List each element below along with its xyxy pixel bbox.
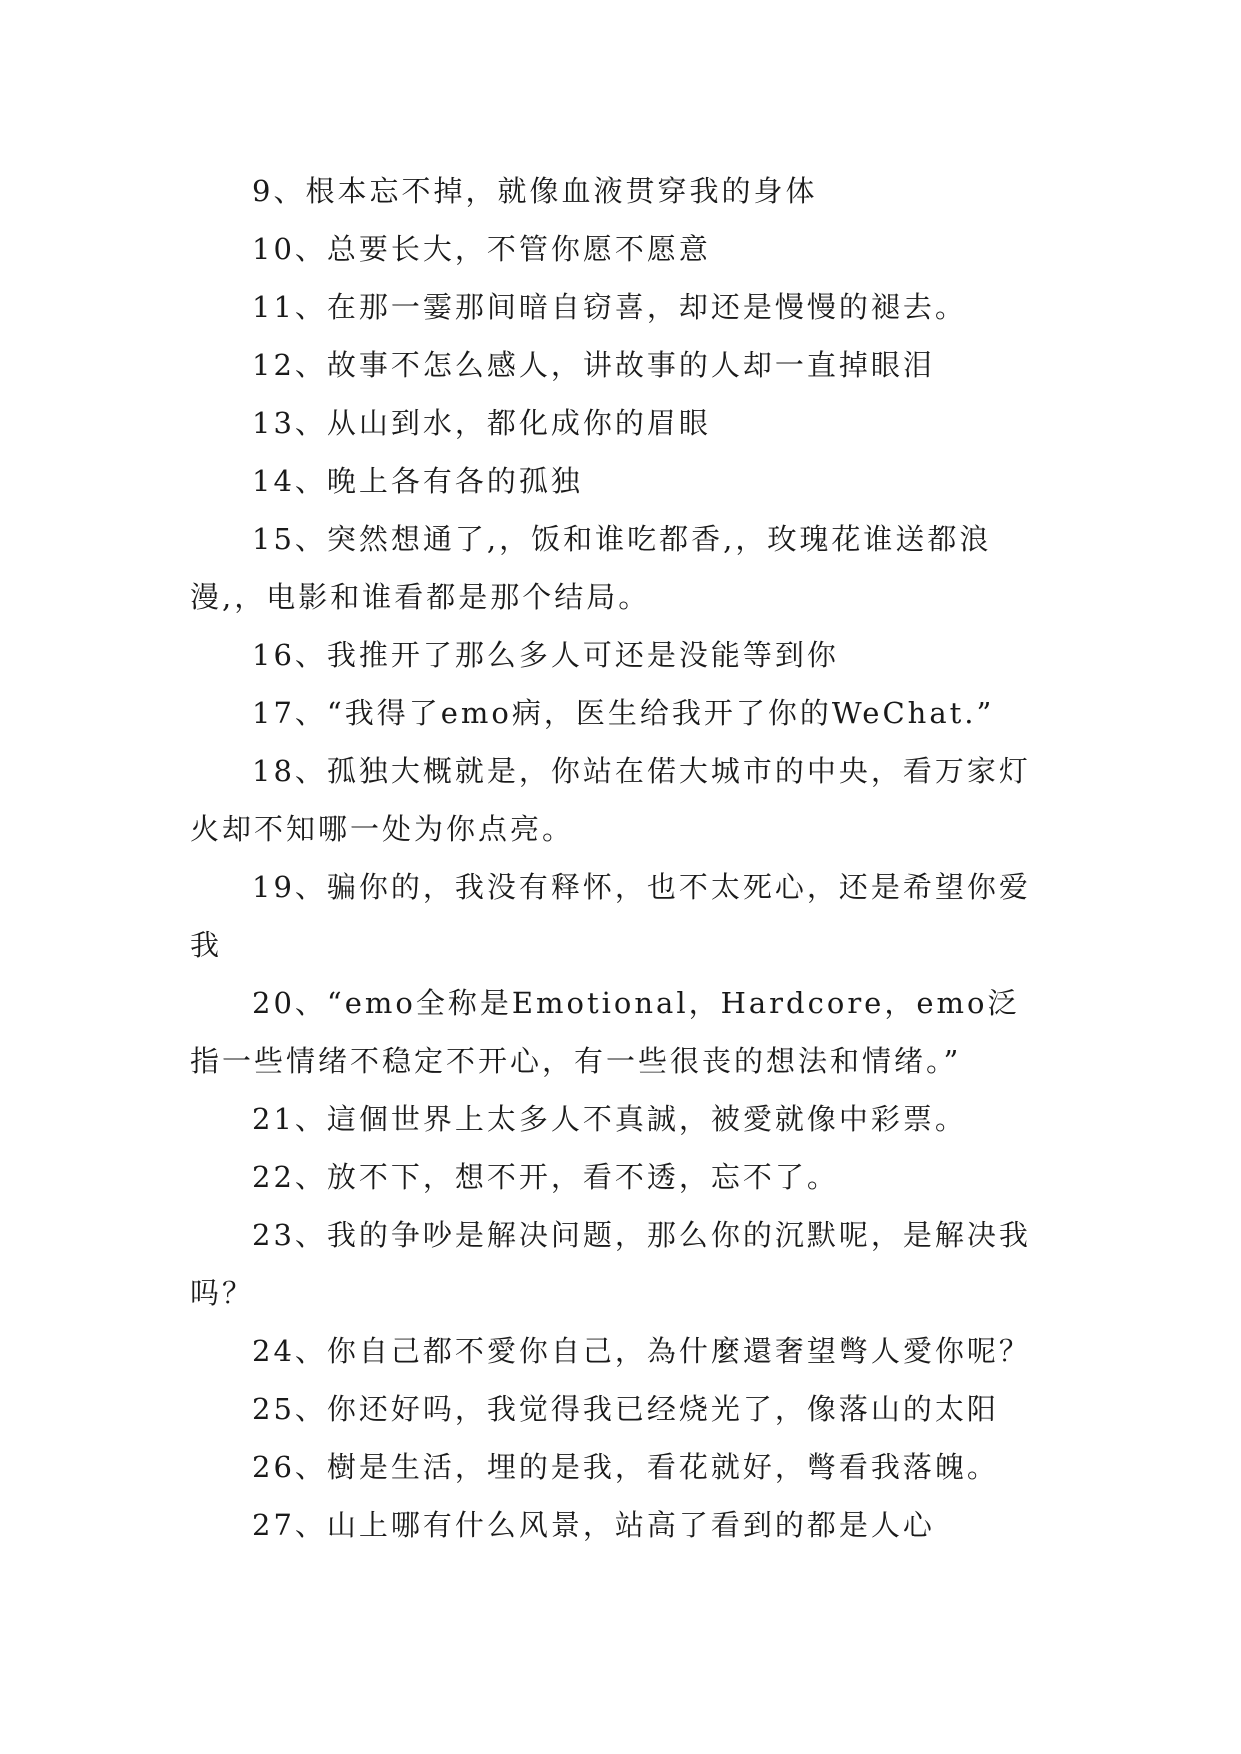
paragraph-18: 18、孤独大概就是，你站在偌大城市的中央，看万家灯火却不知哪一处为你点亮。	[190, 754, 1031, 846]
paragraph-15: 15、突然想通了,，饭和谁吃都香,，玫瑰花谁送都浪漫,，电影和谁看都是那个结局。	[190, 522, 992, 614]
paragraph-13: 13、从山到水，都化成你的眉眼	[252, 406, 711, 440]
paragraph-17: 17、“我得了emo病，医生给我开了你的WeChat.”	[252, 696, 995, 730]
paragraph-23: 23、我的争吵是解决问题，那么你的沉默呢，是解决我吗？	[190, 1218, 1031, 1310]
paragraph-19: 19、骗你的，我没有释怀，也不太死心，还是希望你爱我	[190, 870, 1031, 962]
paragraph-16: 16、我推开了那么多人可还是没能等到你	[252, 638, 839, 672]
paragraph-9: 9、根本忘不掉，就像血液贯穿我的身体	[252, 174, 818, 208]
paragraph-11: 11、在那一霎那间暗自窃喜，却还是慢慢的褪去。	[252, 290, 967, 324]
paragraph-26: 26、樹是生活，埋的是我，看花就好，彆看我落魄。	[252, 1450, 999, 1484]
paragraph-10: 10、总要长大，不管你愿不愿意	[252, 232, 711, 266]
paragraph-24: 24、你自己都不愛你自己，為什麼還奢望彆人愛你呢？	[252, 1334, 1031, 1368]
paragraph-14: 14、晚上各有各的孤独	[252, 464, 583, 498]
paragraph-27: 27、山上哪有什么风景，站高了看到的都是人心	[252, 1508, 935, 1542]
paragraph-21: 21、這個世界上太多人不真誠，被愛就像中彩票。	[252, 1102, 967, 1136]
paragraph-25: 25、你还好吗，我觉得我已经烧光了，像落山的太阳	[252, 1392, 999, 1426]
paragraph-12: 12、故事不怎么感人，讲故事的人却一直掉眼泪	[252, 348, 935, 382]
document-body	[190, 162, 1050, 1554]
paragraph-22: 22、放不下，想不开，看不透，忘不了。	[252, 1160, 839, 1194]
paragraph-20: 20、“emo全称是Emotional，Hardcore，emo泛指一些情绪不稳定不开心，有一些很丧的想法和情绪。”	[190, 986, 1020, 1078]
